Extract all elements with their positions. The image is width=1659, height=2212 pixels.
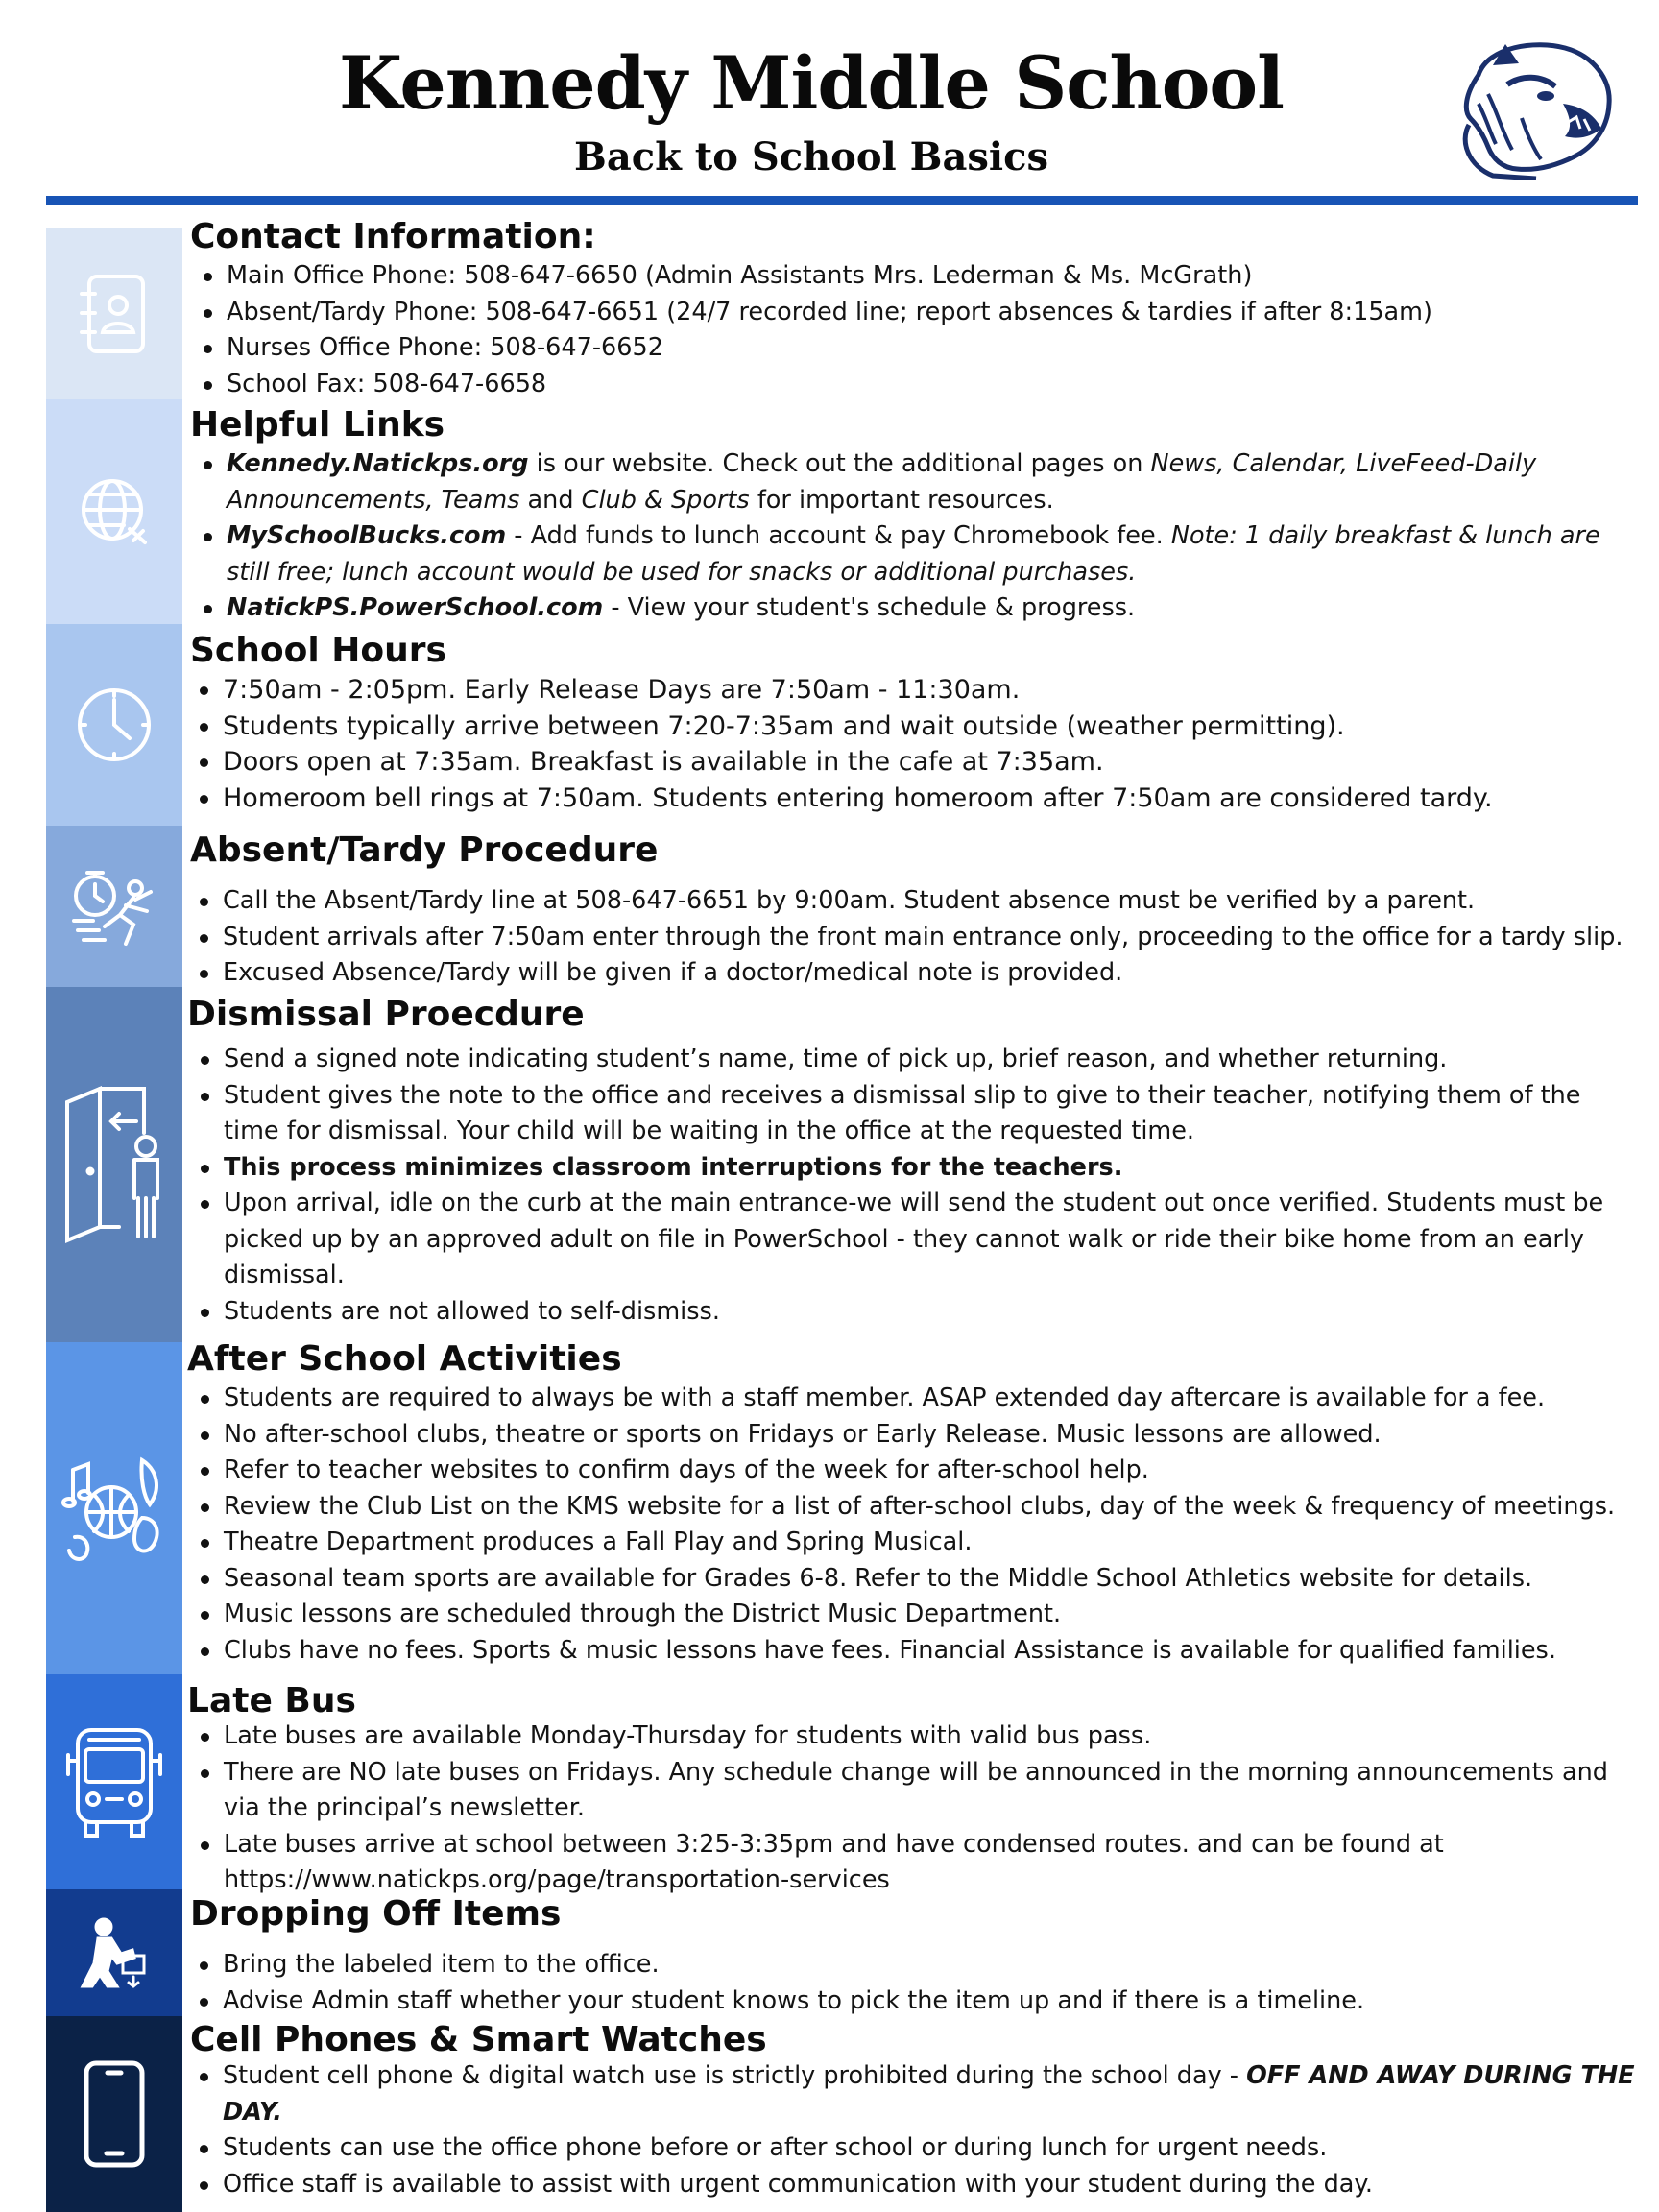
section-title: Late Bus xyxy=(187,1681,356,1720)
section-helpful-links xyxy=(190,404,1640,627)
section-title: Dismissal Proecdure xyxy=(187,995,585,1034)
bullet-list xyxy=(186,2058,1640,2202)
clock-icon xyxy=(74,685,155,765)
band-dismissal xyxy=(46,987,182,1342)
section-after-school xyxy=(187,1338,1637,1669)
list-item: Student gives the note to the office and receives a dismissal slip to give to their teacher, notifying them of the time for dismissal. Your child will be waiting in the office at the requested time. xyxy=(187,1078,1637,1150)
list-item: MySchoolBucks.com - Add funds to lunch account & pay Chromebook fee. Note: 1 daily breakfast & lunch are still free; lunch account would be used for snacks or additional purchases. xyxy=(190,518,1640,590)
list-item: Students typically arrive between 7:20-7:35am and wait outside (weather permitting). xyxy=(186,709,1640,745)
list-item: NatickPS.PowerSchool.com - View your student's schedule & progress. xyxy=(190,590,1640,627)
section-dismissal xyxy=(187,994,1637,1330)
powerschool-link[interactable]: NatickPS.PowerSchool.com xyxy=(227,593,604,622)
list-item: Excused Absence/Tardy will be given if a doctor/medical note is provided. xyxy=(186,955,1640,992)
contact-book-icon xyxy=(76,271,153,357)
band-phones xyxy=(46,2016,182,2212)
band-links xyxy=(46,399,182,624)
section-title: Contact Information: xyxy=(190,217,596,256)
activities-icon xyxy=(61,1451,167,1566)
list-item: 7:50am - 2:05pm. Early Release Days are 7:50am - 11:30am. xyxy=(186,672,1640,709)
section-title: After School Activities xyxy=(187,1339,622,1379)
panther-mascot-icon xyxy=(1450,36,1615,180)
list-item: Advise Admin staff whether your student knows to pick the item up and if there is a timeline. xyxy=(186,1984,1640,2020)
header-rule xyxy=(46,196,1638,205)
list-item: Refer to teacher websites to confirm days of the week for after-school help. xyxy=(187,1453,1637,1489)
section-school-hours xyxy=(190,630,1640,816)
list-item: Nurses Office Phone: 508-647-6652 xyxy=(190,330,1640,367)
list-item: Main Office Phone: 508-647-6650 (Admin Assistants Mrs. Lederman & Ms. McGrath) xyxy=(190,258,1640,295)
band-activities xyxy=(46,1342,182,1674)
band-latebus xyxy=(46,1674,182,1889)
section-title: School Hours xyxy=(190,631,446,670)
website-link[interactable]: Kennedy.Natickps.org xyxy=(227,449,529,478)
list-item: No after-school clubs, theatre or sports on Fridays or Early Release. Music lessons are allowed. xyxy=(187,1417,1637,1454)
list-item: Music lessons are scheduled through the District Music Department. xyxy=(187,1597,1637,1633)
band-absent xyxy=(46,826,182,987)
list-item: Student arrivals after 7:50am enter through the front main entrance only, proceeding to the office for a tardy slip. xyxy=(186,920,1640,956)
list-item: Office staff is available to assist with urgent communication with your student during the day. xyxy=(186,2167,1640,2203)
drop-off-icon xyxy=(79,1917,150,1988)
bullet-list xyxy=(187,1042,1637,1330)
bullet-list xyxy=(186,883,1640,992)
section-contact xyxy=(190,216,1640,402)
band-hours xyxy=(46,624,182,826)
running-late-icon xyxy=(66,863,162,950)
list-item: Kennedy.Natickps.org is our website. Check out the additional pages on News, Calendar, LiveFeed-Daily Announcements, Teams and Club & Sports for important resources. xyxy=(190,446,1640,518)
list-item: Upon arrival, idle on the curb at the main entrance-we will send the student out once verified. Students must be picked up by an approved adult on file in PowerSchool - they cannot walk or ride their bike home from an early dismissal. xyxy=(187,1186,1637,1294)
section-title: Absent/Tardy Procedure xyxy=(190,830,659,870)
list-item: Clubs have no fees. Sports & music lessons have fees. Financial Assistance is available for qualified families. xyxy=(187,1633,1637,1670)
list-item: Seasonal team sports are available for Grades 6-8. Refer to the Middle School Athletics website for details. xyxy=(187,1561,1637,1598)
bullet-list xyxy=(187,1719,1637,1899)
section-title: Cell Phones & Smart Watches xyxy=(190,2020,767,2059)
page-header xyxy=(0,0,1659,202)
list-item: Students are not allowed to self-dismiss. xyxy=(187,1294,1637,1331)
page-title: Kennedy Middle School xyxy=(339,40,1284,126)
school-bus-icon xyxy=(64,1722,164,1841)
list-item: There are NO late buses on Fridays. Any schedule change will be announced in the morning announcements and via the principal’s newsletter. xyxy=(187,1755,1637,1827)
list-item: Students can use the office phone before or after school or during lunch for urgent needs. xyxy=(186,2130,1640,2167)
section-title: Dropping Off Items xyxy=(190,1894,562,1934)
bullet-list xyxy=(186,1947,1640,2019)
phone-icon xyxy=(81,2059,148,2169)
section-late-bus xyxy=(187,1681,1637,1899)
globe-icon xyxy=(76,473,153,550)
list-item: Doors open at 7:35am. Breakfast is available in the cafe at 7:35am. xyxy=(186,744,1640,781)
bullet-list xyxy=(186,672,1640,816)
list-item: Call the Absent/Tardy line at 508-647-6651 by 9:00am. Student absence must be verified by a parent. xyxy=(186,883,1640,920)
list-item: School Fax: 508-647-6658 xyxy=(190,367,1640,403)
bullet-list xyxy=(187,1381,1637,1669)
list-item: Homeroom bell rings at 7:50am. Students entering homeroom after 7:50am are considered tardy. xyxy=(186,781,1640,817)
list-item: Bring the labeled item to the office. xyxy=(186,1947,1640,1984)
list-item: Theatre Department produces a Fall Play and Spring Musical. xyxy=(187,1525,1637,1561)
bullet-list xyxy=(190,446,1640,627)
list-item: Late buses arrive at school between 3:25-3:35pm and have condensed routes. and can be found at https://www.natickps.org/page/transportation-services xyxy=(187,1827,1637,1899)
list-item: Late buses are available Monday-Thursday for students with valid bus pass. xyxy=(187,1719,1637,1755)
list-item: This process minimizes classroom interruptions for the teachers. xyxy=(187,1150,1637,1187)
section-cell-phones xyxy=(190,2022,1640,2202)
exit-door-icon xyxy=(61,1083,167,1246)
list-item: Students are required to always be with a staff member. ASAP extended day aftercare is available for a fee. xyxy=(187,1381,1637,1417)
section-absent-tardy xyxy=(190,830,1640,992)
list-item: Review the Club List on the KMS website for a list of after-school clubs, day of the week & frequency of meetings. xyxy=(187,1489,1637,1526)
band-dropoff xyxy=(46,1889,182,2016)
section-drop-off xyxy=(190,1893,1640,2019)
list-item: Send a signed note indicating student’s name, time of pick up, brief reason, and whether returning. xyxy=(187,1042,1637,1078)
page-subtitle: Back to School Basics xyxy=(574,134,1048,180)
list-item: Absent/Tardy Phone: 508-647-6651 (24/7 recorded line; report absences & tardies if after 8:15am) xyxy=(190,295,1640,331)
band-contact xyxy=(46,228,182,399)
myschoolbucks-link[interactable]: MySchoolBucks.com xyxy=(227,521,507,550)
section-title: Helpful Links xyxy=(190,405,445,445)
bullet-list xyxy=(190,258,1640,402)
list-item: Student cell phone & digital watch use is strictly prohibited during the school day - OFF AND AWAY DURING THE DAY. xyxy=(186,2058,1640,2130)
